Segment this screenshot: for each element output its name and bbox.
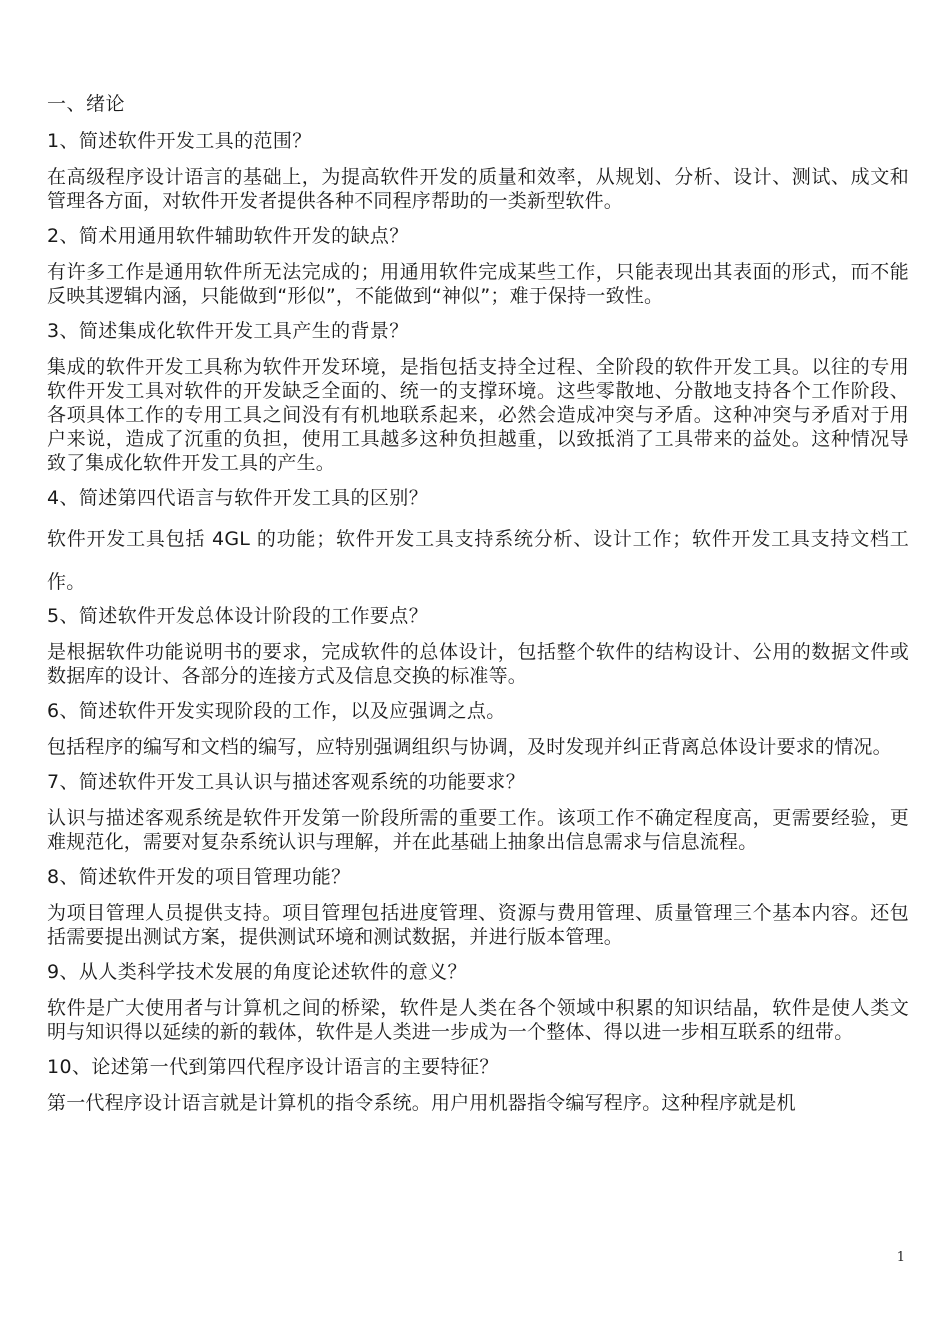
question-4: 4、简述第四代语言与软件开发工具的区别？: [47, 487, 429, 509]
answer-4: 软件开发工具包括 4GL 的功能；软件开发工具支持系统分析、设计工作；软件开发工具支持文档工作。: [47, 528, 909, 593]
question-7: 7、简述软件开发工具认识与描述客观系统的功能要求？: [47, 771, 526, 793]
question-2: 2、简术用通用软件辅助软件开发的缺点？: [47, 225, 409, 247]
question-5: 5、简述软件开发总体设计阶段的工作要点？: [47, 605, 429, 627]
answer-5: 是根据软件功能说明书的要求，完成软件的总体设计，包括整个软件的结构设计、公用的数据文件或数据库的设计、各部分的连接方式及信息交换的标准等。: [47, 641, 909, 687]
question-8: 8、简述软件开发的项目管理功能？: [47, 866, 351, 888]
question-1: 1、简述软件开发工具的范围？: [47, 130, 312, 152]
answer-2: 有许多工作是通用软件所无法完成的；用通用软件完成某些工作，只能表现出其表面的形式，而不能反映其逻辑内涵，只能做到“形似”，不能做到“神似”；难于保持一致性。: [47, 261, 909, 307]
answer-10: 第一代程序设计语言就是计算机的指令系统。用户用机器指令编写程序。这种程序就是机: [47, 1092, 796, 1114]
question-6: 6、简述软件开发实现阶段的工作，以及应强调之点。: [47, 700, 506, 722]
question-9: 9、从人类科学技术发展的角度论述软件的意义？: [47, 961, 467, 983]
question-10: 10、论述第一代到第四代程序设计语言的主要特征？: [47, 1056, 499, 1078]
question-3: 3、简述集成化软件开发工具产生的背景？: [47, 320, 409, 342]
page-number: 1: [896, 1250, 905, 1265]
answer-3: 集成的软件开发工具称为软件开发环境，是指包括支持全过程、全阶段的软件开发工具。以往的专用软件开发工具对软件的开发缺乏全面的、统一的支撑环境。这些零散地、分散地支持各个工作阶段、各项具体工作的专用工具之间没有有机地联系起来，必然会造成冲突与矛盾。这种冲突与矛盾对于用户来说，造成了沉重的负担，使用工具越多这种负担越重，以致抵消了工具带来的益处。这种情况导致了集成化软件开发工具的产生。: [47, 356, 909, 474]
answer-6: 包括程序的编写和文档的编写，应特别强调组织与协调，及时发现并纠正背离总体设计要求的情况。: [47, 736, 892, 758]
answer-7: 认识与描述客观系统是软件开发第一阶段所需的重要工作。该项工作不确定程度高，更需要经验，更难规范化，需要对复杂系统认识与理解，并在此基础上抽象出信息需求与信息流程。: [47, 807, 909, 853]
answer-8: 为项目管理人员提供支持。项目管理包括进度管理、资源与费用管理、质量管理三个基本内容。还包括需要提出测试方案，提供测试环境和测试数据，并进行版本管理。: [47, 902, 909, 948]
answer-1: 在高级程序设计语言的基础上，为提高软件开发的质量和效率，从规划、分析、设计、测试、成文和管理各方面，对软件开发者提供各种不同程序帮助的一类新型软件。: [47, 166, 909, 212]
document-page: [47, 92, 909, 1126]
section-title: 一、绪论: [47, 93, 126, 115]
answer-9: 软件是广大使用者与计算机之间的桥梁，软件是人类在各个领域中积累的知识结晶，软件是使人类文明与知识得以延续的新的载体，软件是人类进一步成为一个整体、得以进一步相互联系的纽带。: [47, 997, 909, 1043]
